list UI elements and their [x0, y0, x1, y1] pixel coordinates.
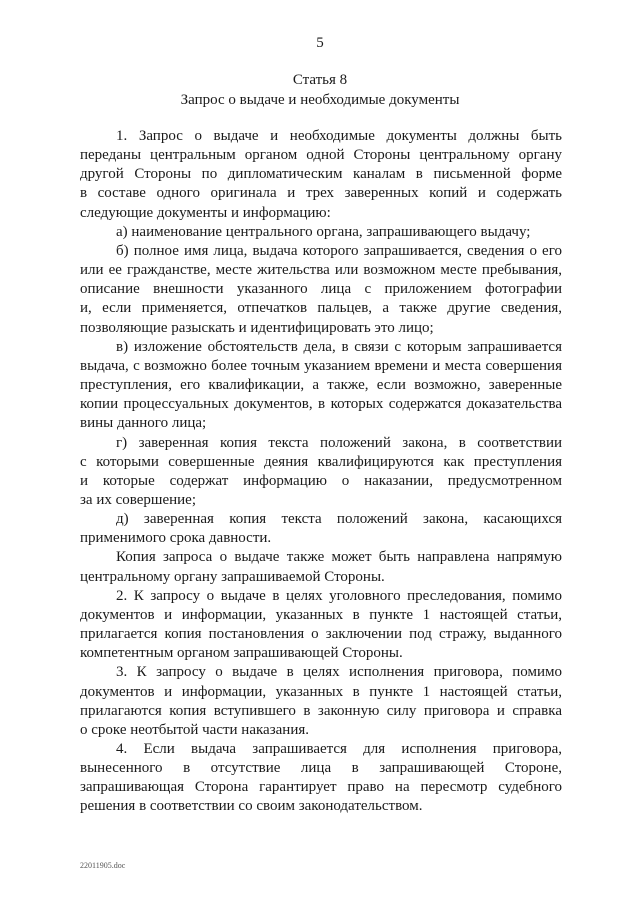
- text-line: о сроке неотбытой части наказания.: [80, 721, 309, 738]
- text-line: б) полное имя лица, выдача которого запрашивается, сведения о его: [116, 242, 562, 259]
- text-line: г) заверенная копия текста положений закона, в соответствии: [116, 434, 562, 451]
- paragraph: [80, 223, 562, 242]
- paragraph: [80, 548, 562, 586]
- text-line: вины данного лица;: [80, 415, 207, 432]
- paragraph: [80, 510, 562, 548]
- paragraph: [80, 434, 562, 511]
- text-line: в составе одного оригинала и трех заверенных копий и содержать: [80, 185, 562, 202]
- text-line: переданы центральным органом одной Стороны центральному органу: [80, 147, 562, 164]
- text-line: с которыми совершенные деяния квалифицируются как преступления: [80, 453, 562, 470]
- paragraph: [80, 338, 562, 434]
- text-line: 3. К запросу о выдаче в целях исполнения приговора, помимо: [116, 664, 562, 681]
- text-line: 2. К запросу о выдаче в целях уголовного преследования, помимо: [116, 587, 562, 604]
- text-line: за их совершение;: [80, 491, 197, 508]
- paragraph: [80, 740, 562, 817]
- text-line: и которые содержат информацию о наказании, предусмотренном: [80, 472, 562, 489]
- text-line: центральному органу запрашиваемой Стороны.: [80, 568, 385, 585]
- text-line: копии процессуальных документов, в которых содержатся доказательства: [80, 396, 562, 413]
- text-line: в) изложение обстоятельств дела, в связи с которым запрашивается: [116, 338, 562, 355]
- text-line: описание внешности указанного лица с приложением фотографии: [80, 281, 562, 298]
- text-line: преступления, его квалификации, а также, если возможно, заверенные: [80, 377, 562, 394]
- document-body: [80, 127, 562, 817]
- text-line: или ее гражданстве, месте жительства или возможном месте пребывания,: [80, 262, 562, 279]
- footer-filename: 22011905.doc: [80, 861, 126, 870]
- page-number: 5: [316, 35, 324, 51]
- text-line: выдача, с возможно более точным указанием времени и места совершения: [80, 357, 562, 374]
- text-line: другой Стороны по дипломатическим каналам в письменной форме: [80, 166, 562, 183]
- paragraph: [80, 127, 562, 223]
- paragraph: [80, 587, 562, 664]
- text-line: а) наименование центрального органа, запрашивающего выдачу;: [116, 223, 531, 240]
- text-line: следующие документы и информацию:: [80, 204, 331, 221]
- text-line: д) заверенная копия текста положений закона, касающихся: [116, 511, 562, 528]
- article-heading: [0, 70, 640, 110]
- text-line: документов и информации, указанных в пункте 1 настоящей статьи,: [80, 683, 562, 700]
- text-line: компетентным органом запрашивающей Стороны.: [80, 645, 403, 662]
- text-line: 1. Запрос о выдаче и необходимые документы должны быть: [116, 128, 562, 144]
- text-line: прилагается копия постановления о заключении под стражу, выданного: [80, 626, 562, 643]
- text-line: позволяющие разыскать и идентифицировать это лицо;: [80, 319, 434, 336]
- text-line: вынесенного в отсутствие лица в запрашивающей Стороне,: [80, 760, 562, 777]
- paragraph: [80, 242, 562, 338]
- article-title: Запрос о выдаче и необходимые документы: [180, 92, 460, 108]
- text-line: Копия запроса о выдаче также может быть направлена напрямую: [116, 549, 562, 566]
- article-number: Статья 8: [292, 72, 348, 88]
- text-line: решения в соответствии со своим законодательством.: [80, 798, 423, 815]
- text-line: запрашивающая Сторона гарантирует право на пересмотр судебного: [80, 779, 562, 796]
- text-line: прилагаются копия вступившего в законную силу приговора и справка: [80, 702, 562, 719]
- paragraph: [80, 663, 562, 740]
- text-line: применимого срока давности.: [80, 530, 272, 547]
- text-line: документов и информации, указанных в пункте 1 настоящей статьи,: [80, 606, 562, 623]
- text-line: и, если применяется, отпечатков пальцев, а также другие сведения,: [80, 300, 562, 317]
- text-line: 4. Если выдача запрашивается для исполнения приговора,: [116, 741, 562, 757]
